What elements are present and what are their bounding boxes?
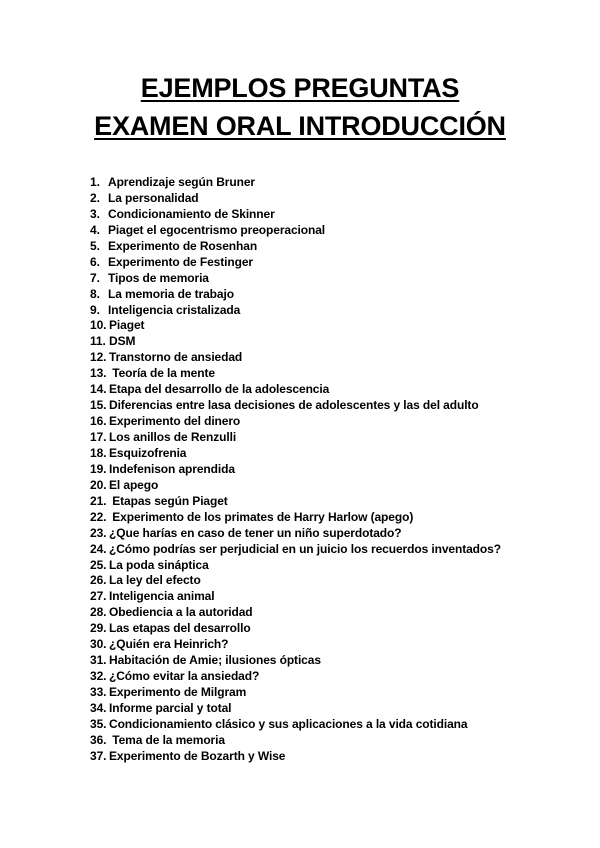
question-number: 32. (90, 669, 107, 684)
question-number: 36. (90, 732, 107, 747)
question-text: DSM (109, 334, 136, 349)
question-number: 6. (90, 254, 100, 269)
question-number: 27. (90, 589, 107, 604)
question-number: 35. (90, 716, 107, 731)
question-text: Los anillos de Renzulli (109, 430, 237, 444)
question-number: 31. (90, 653, 107, 668)
question-number: 33. (90, 685, 107, 699)
question-text: Etapa del desarrollo de la adolescencia (109, 382, 330, 397)
question-item (90, 207, 590, 223)
question-item (90, 478, 590, 494)
question-item (90, 318, 590, 334)
question-number: 12. (90, 350, 107, 365)
question-item (90, 717, 590, 733)
question-item (90, 366, 590, 382)
question-number: 29. (90, 621, 107, 636)
question-item (90, 749, 590, 765)
question-number: 24. (90, 541, 107, 556)
question-item (90, 669, 590, 685)
question-text: ¿Que harías en caso de tener un niño superdotado? (109, 525, 402, 540)
question-text: Transtorno de ansiedad (109, 350, 243, 365)
question-text: Experimento de Rosenhan (108, 238, 258, 253)
question-text: ¿Cómo podrías ser perjudicial en un juicio los recuerdos inventados? (109, 541, 501, 556)
question-number: 22. (90, 509, 107, 524)
question-number: 25. (90, 557, 107, 572)
question-text: Piaget (109, 318, 145, 333)
question-item (90, 191, 590, 207)
question-text: Tema de la memoria (109, 732, 225, 747)
question-item (90, 287, 590, 303)
question-item (90, 733, 590, 749)
question-item (90, 350, 590, 366)
question-number: 30. (90, 637, 107, 652)
question-text: Obediencia a la autoridad (109, 605, 253, 620)
question-text: Experimento del dinero (109, 414, 241, 429)
question-item (90, 701, 590, 717)
question-number: 11. (90, 334, 106, 349)
question-item (90, 685, 590, 701)
question-item (90, 334, 590, 350)
question-text: Experimento de Festinger (108, 254, 253, 269)
question-number: 8. (90, 286, 100, 301)
question-text: Experimento de Milgram (109, 685, 247, 699)
question-item (90, 414, 590, 430)
question-text: Piaget el egocentrismo preoperacional (108, 222, 326, 237)
question-text: Tipos de memoria (108, 270, 209, 285)
question-text: Etapas según Piaget (109, 493, 228, 508)
question-number: 14. (90, 382, 107, 397)
question-number: 1. (90, 175, 100, 189)
question-number: 9. (90, 302, 100, 317)
question-number: 18. (90, 445, 107, 460)
question-item (90, 398, 590, 414)
document-title-line2: EXAMEN ORAL INTRODUCCIÓN (94, 111, 506, 141)
question-number: 21. (90, 493, 107, 508)
question-item (90, 462, 590, 478)
question-number: 13. (90, 366, 107, 381)
question-item (90, 526, 590, 542)
question-item (90, 653, 590, 669)
question-number: 4. (90, 222, 100, 237)
question-list (90, 175, 590, 765)
document-title-line1: EJEMPLOS PREGUNTAS (140, 73, 460, 103)
question-text: Las etapas del desarrollo (109, 621, 251, 636)
question-number: 10. (90, 318, 107, 333)
question-item (90, 382, 590, 398)
question-text: Habitación de Amie; ilusiones ópticas (109, 653, 321, 668)
question-text: Indefenison aprendida (109, 461, 235, 476)
question-text: Teoría de la mente (109, 366, 215, 381)
question-number: 16. (90, 414, 107, 429)
question-number: 7. (90, 270, 100, 285)
question-number: 34. (90, 700, 107, 715)
question-text: Condicionamiento de Skinner (108, 206, 275, 221)
question-item (90, 239, 590, 255)
question-item (90, 589, 590, 605)
question-number: 23. (90, 525, 107, 540)
question-text: ¿Cómo evitar la ansiedad? (109, 669, 260, 684)
question-text: La poda sináptica (109, 557, 209, 572)
question-item (90, 510, 590, 526)
question-text: Esquizofrenia (109, 445, 187, 460)
question-item (90, 558, 590, 574)
question-text: Inteligencia cristalizada (108, 302, 241, 317)
question-text: Experimento de los primates de Harry Harlow (apego) (109, 509, 414, 524)
question-item (90, 175, 590, 191)
question-number: 15. (90, 398, 107, 413)
question-number: 20. (90, 477, 107, 492)
question-item (90, 573, 590, 589)
question-item (90, 271, 590, 287)
question-text: Inteligencia animal (109, 589, 215, 604)
question-number: 5. (90, 238, 100, 253)
question-text: Condicionamiento clásico y sus aplicaciones a la vida cotidiana (109, 716, 468, 731)
question-number: 37. (90, 748, 107, 763)
question-text: La memoria de trabajo (108, 286, 234, 301)
question-number: 17. (90, 430, 107, 444)
question-item (90, 446, 590, 462)
question-number: 19. (90, 461, 107, 476)
question-text: La personalidad (108, 190, 199, 205)
question-text: Aprendizaje según Bruner (108, 175, 255, 189)
question-text: Experimento de Bozarth y Wise (109, 748, 286, 763)
question-item (90, 542, 590, 558)
question-text: La ley del efecto (109, 573, 201, 588)
question-item (90, 605, 590, 621)
question-number: 28. (90, 605, 107, 620)
question-item (90, 255, 590, 271)
question-text: Informe parcial y total (109, 700, 232, 715)
question-item (90, 303, 590, 319)
question-item (90, 430, 590, 446)
question-item (90, 223, 590, 239)
question-text: ¿Quién era Heinrich? (109, 637, 229, 652)
question-number: 26. (90, 573, 107, 588)
question-number: 3. (90, 206, 100, 221)
question-item (90, 621, 590, 637)
question-item (90, 494, 590, 510)
question-text: El apego (109, 477, 159, 492)
question-item (90, 637, 590, 653)
question-number: 2. (90, 190, 100, 205)
question-text: Diferencias entre lasa decisiones de adolescentes y las del adulto (109, 398, 479, 413)
